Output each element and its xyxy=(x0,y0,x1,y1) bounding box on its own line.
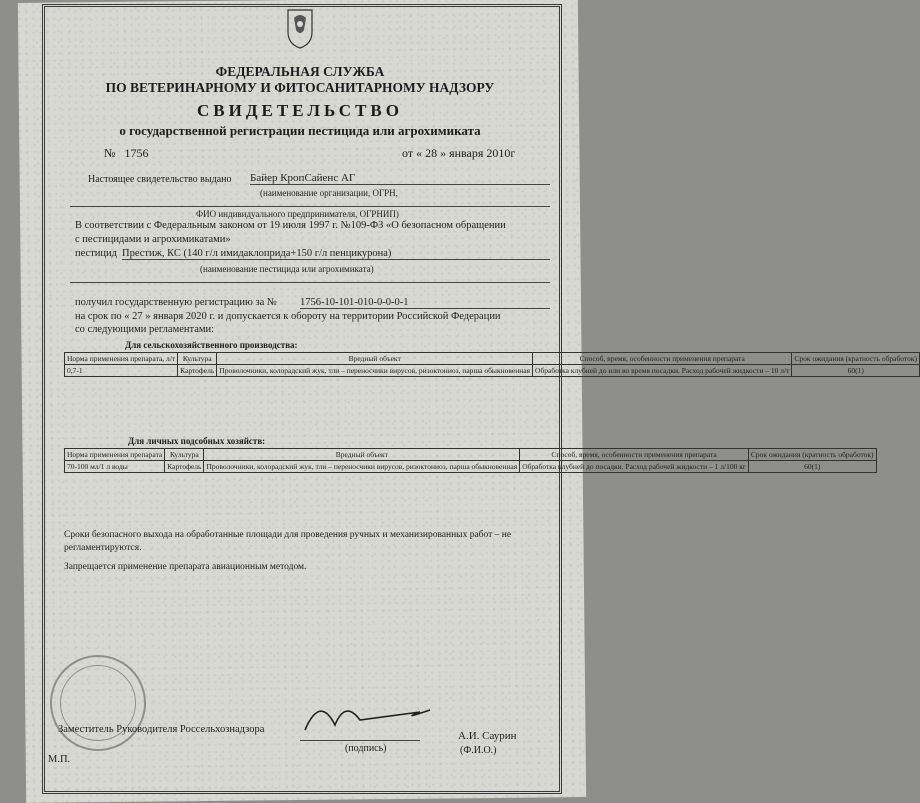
table1-caption: Для сельскохозяйственного производства: xyxy=(125,340,298,350)
table-header-cell: Вредный объект xyxy=(204,449,520,461)
pesticide-caption: (наименование пестицида или агрохимиката) xyxy=(200,264,374,274)
table-header-cell: Вредный объект xyxy=(217,353,533,365)
document-title: СВИДЕТЕЛЬСТВО xyxy=(197,101,403,120)
law-line2: с пестицидами и агрохимикатами» xyxy=(75,234,231,245)
table-cell: 60(1) xyxy=(748,461,876,473)
handwritten-signature xyxy=(300,690,440,740)
table-header-cell: Способ, время, особенности применения препарата xyxy=(533,353,792,365)
issued-blank-line xyxy=(70,198,550,207)
table-cell: 0,7-1 xyxy=(65,365,178,377)
document-subtitle: о государственной регистрации пестицида или агрохимиката xyxy=(119,123,481,138)
table-cell: Проволочники, колорадский жук, тли – переносчики вирусов, ризоктониоз, парша обыкновенная xyxy=(204,461,520,473)
table-cell: 70-100 мл/1 л воды xyxy=(65,461,165,473)
signature-line xyxy=(300,738,420,741)
table2-caption: Для личных подсобных хозяйств: xyxy=(128,436,266,446)
table-header-cell: Срок ожидания (кратность обработок) xyxy=(748,449,876,461)
certificate-number xyxy=(104,146,148,161)
agency-name-line1: ФЕДЕРАЛЬНАЯ СЛУЖБА xyxy=(215,64,385,79)
signatory-position: Заместитель Руководителя Россельхознадзора xyxy=(58,724,265,735)
agri-regulations-table xyxy=(64,352,920,377)
table-cell: Проволочники, колорадский жук, тли – переносчики вирусов, ризоктониоз, парша обыкновенная xyxy=(217,365,533,377)
issued-label: Настоящее свидетельство выдано xyxy=(88,174,232,185)
table-header-cell: Норма применения препарата, л/т xyxy=(65,353,178,365)
pesticide-blank-line xyxy=(70,274,550,283)
agency-name-line2: ПО ВЕТЕРИНАРНОМУ И ФИТОСАНИТАРНОМУ НАДЗОРУ xyxy=(105,80,495,95)
notes-line1: Сроки безопасного выхода на обработанные площади для проведения ручных и механизированных работ – не xyxy=(64,530,512,540)
coat-of-arms-icon xyxy=(285,6,315,50)
mp-label: М.П. xyxy=(48,754,71,765)
issued-value: Байер КропСайенс АГ xyxy=(250,172,550,185)
certificate-date: от « 28 » января 2010г xyxy=(402,146,516,160)
pesticide-label: пестицид xyxy=(75,248,117,259)
number-value: 1756 xyxy=(124,146,149,160)
table-header-row xyxy=(65,353,920,365)
signature-caption: (подпись) xyxy=(345,743,387,754)
table-header-cell: Культура xyxy=(178,353,217,365)
pesticide-value: Престиж, КС (140 г/л имидаклоприда+150 г/л пенцикурона) xyxy=(122,248,550,260)
table-header-cell: Культура xyxy=(165,449,204,461)
registration-number: 1756-10-101-010-0-0-0-1 xyxy=(300,297,550,309)
table-cell: 60(1) xyxy=(792,365,920,377)
issued-caption1: (наименование организации, ОГРН, xyxy=(260,188,398,198)
registration-term: на срок по « 27 » января 2020 г. и допускается к обороту на территории Российской Федерации xyxy=(75,311,501,322)
table-row xyxy=(65,461,877,473)
registration-label: получил государственную регистрацию за № xyxy=(75,297,277,308)
table-cell: Обработка клубней до или во время посадки. Расход рабочей жидкости – 10 л/т xyxy=(533,365,792,377)
table-header-cell: Срок ожидания (кратность обработок) xyxy=(792,353,920,365)
table-header-cell: Способ, время, особенности применения препарата xyxy=(520,449,749,461)
table-row xyxy=(65,365,920,377)
table-cell: Картофель xyxy=(178,365,217,377)
table-cell: Картофель xyxy=(165,461,204,473)
law-line1: В соответствии с Федеральным законом от 19 июля 1997 г. №109-ФЗ «О безопасном обращении xyxy=(75,220,506,231)
name-caption: (Ф.И.О.) xyxy=(460,745,497,756)
table-header-row xyxy=(65,449,877,461)
signatory-name: А.И. Саурин xyxy=(458,730,517,742)
notes-line3: Запрещается применение препарата авиационным методом. xyxy=(64,562,307,572)
issued-caption2: ФИО индивидуального предпринимателя, ОГРНИП) xyxy=(196,209,399,219)
table-header-cell: Норма применения препарата xyxy=(65,449,165,461)
number-label: № xyxy=(104,146,116,160)
official-seal xyxy=(50,655,146,751)
notes-line2: регламентируются. xyxy=(64,543,142,553)
table-cell: Обработка клубней до посадки. Расход рабочей жидкости – 1 л/100 кг xyxy=(520,461,749,473)
household-regulations-table xyxy=(64,448,877,473)
registration-regulations: со следующими регламентами: xyxy=(75,324,215,335)
